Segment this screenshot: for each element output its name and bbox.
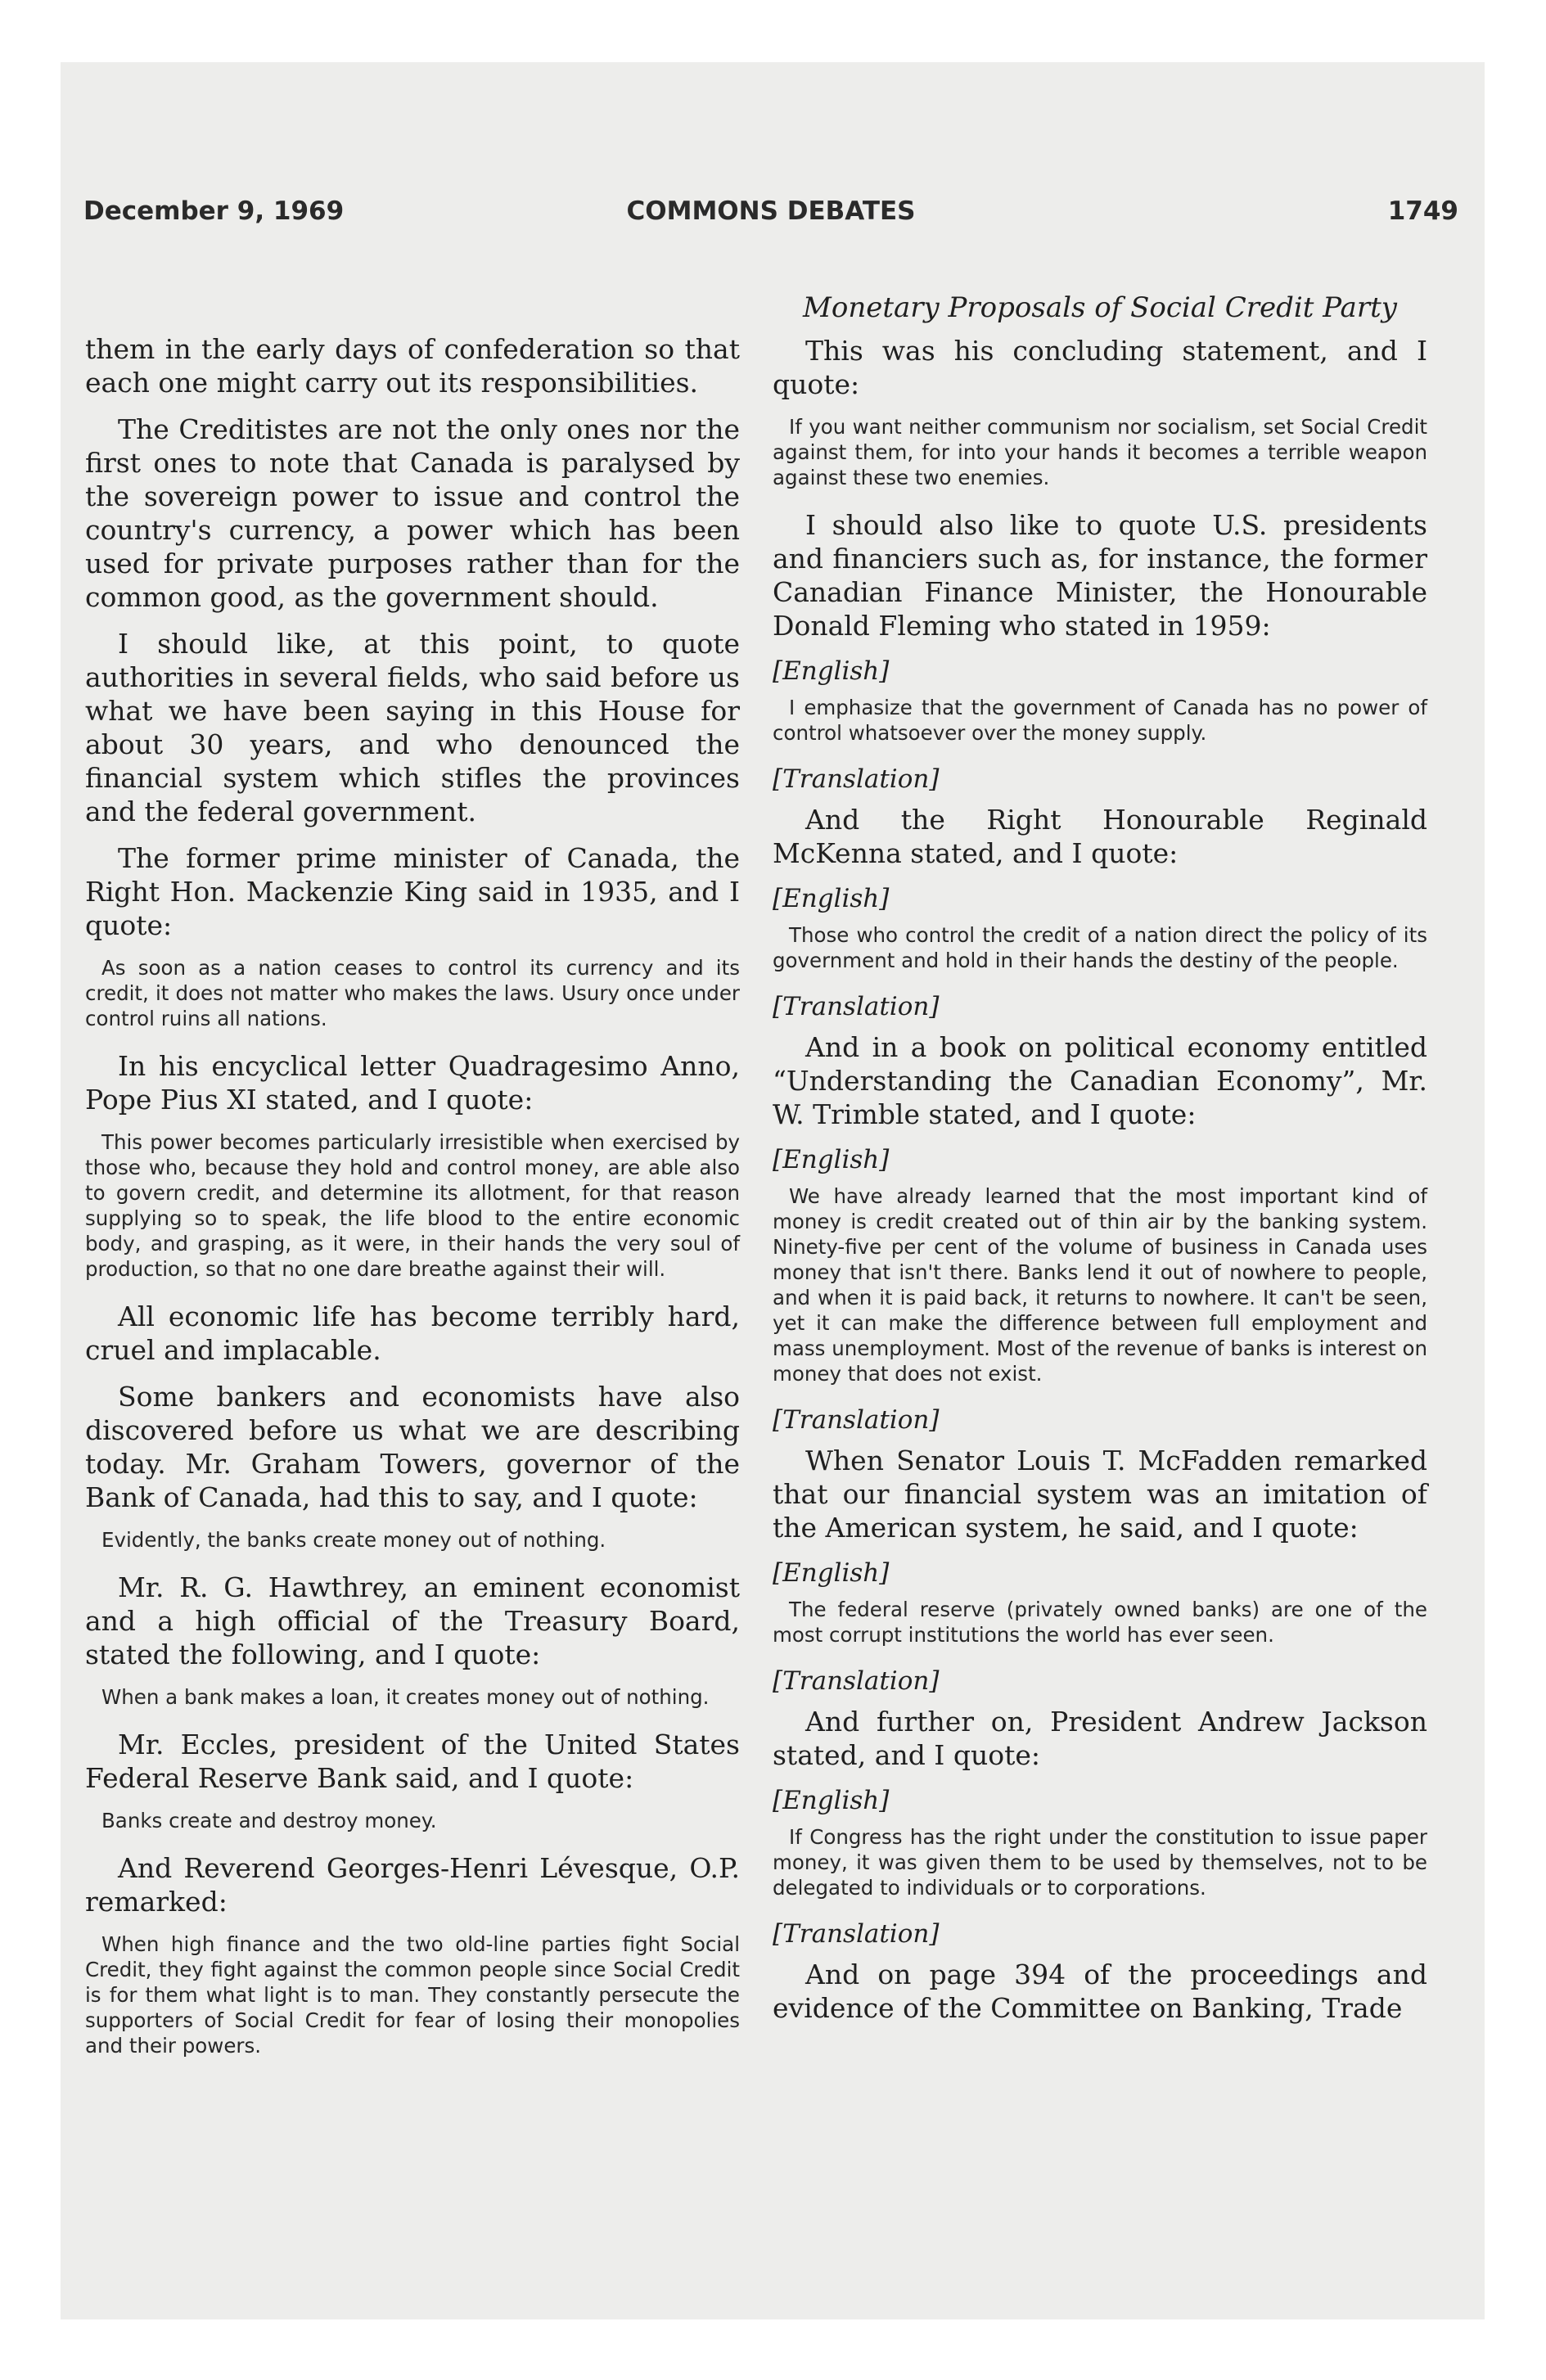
paragraph: The Creditistes are not the only ones nor the first ones to note that Canada is paralysed by the sovereign power to issue and control the country's currency, a power which has been used for private purposes rather than for the common good, as the government should. — [85, 413, 740, 613]
block-quote: When high finance and the two old-line parties fight Social Credit, they fight against the common people since Social Credit is for them what light is to man. They constantly persecute the supporters of Social Credit for fear of losing their monopolies and their powers. — [85, 1932, 740, 2058]
block-quote: I emphasize that the government of Canada has no power of control whatsoever over the money supply. — [773, 696, 1427, 745]
paragraph: Mr. R. G. Hawthrey, an eminent economist and a high official of the Treasury Board, stated the following, and I quote: — [85, 1571, 740, 1670]
paragraph: This was his concluding statement, and I quote: — [773, 335, 1427, 400]
language-tag: [Translation] — [773, 1405, 940, 1435]
paragraph: In his encyclical letter Quadragesimo Anno, Pope Pius XI stated, and I quote: — [85, 1050, 740, 1116]
right-column-body — [773, 334, 1427, 2025]
language-tag: [Translation] — [773, 1666, 940, 1696]
block-quote: As soon as a nation ceases to control its currency and its credit, it does not matter who makes the laws. Usury once under control ruins all nations. — [85, 956, 740, 1030]
block-quote: This power becomes particularly irresistible when exercised by those who, because they hold and control money, are able also to govern credit, and determine its allotment, for that reason supplying so to speak, the life blood to the entire economic body, and grasping, as it were, in their hands the very soul of production, so that no one dare breathe against their will. — [85, 1130, 740, 1281]
header-title: COMMONS DEBATES — [626, 196, 916, 226]
paragraph: them in the early days of confederation so that each one might carry out its responsibilities. — [85, 333, 740, 399]
paragraph: I should like, at this point, to quote authorities in several fields, who said before us what we have been saying in this House for about 30 years, and who denounced the financial system which stifles the provinces and the federal government. — [85, 628, 740, 827]
language-tag: [English] — [773, 1558, 890, 1588]
left-column — [85, 332, 740, 2076]
block-quote: If Congress has the right under the constitution to issue paper money, it was given them to be used by themselves, not to be delegated to individuals or to corporations. — [773, 1825, 1427, 1900]
header-date: December 9, 1969 — [83, 196, 345, 226]
block-quote: When a bank makes a loan, it creates money out of nothing. — [101, 1685, 710, 1709]
header-page-number: 1749 — [1387, 196, 1458, 226]
paragraph: Mr. Eccles, president of the United States Federal Reserve Bank said, and I quote: — [85, 1729, 740, 1794]
block-quote: Those who control the credit of a nation direct the policy of its government and hold in their hands the destiny of the people. — [773, 923, 1427, 972]
language-tag: [Translation] — [773, 1919, 940, 1949]
block-quote: Banks create and destroy money. — [101, 1809, 437, 1832]
paragraph: And in a book on political economy entitled “Understanding the Canadian Economy”, Mr. W. Trimble stated, and I quote: — [773, 1031, 1427, 1130]
paragraph: The former prime minister of Canada, the Right Hon. Mackenzie King said in 1935, and I quote: — [85, 842, 740, 941]
paragraph: Some bankers and economists have also discovered before us what we are describing today. Mr. Graham Towers, governor of the Bank of Canada, had this to say, and I quote: — [85, 1381, 740, 1513]
paragraph: And on page 394 of the proceedings and evidence of the Committee on Banking, Trade — [773, 1959, 1427, 2024]
language-tag: [Translation] — [773, 992, 940, 1021]
paragraph: When Senator Louis T. McFadden remarked that our financial system was an imitation of the American system, he said, and I quote: — [773, 1445, 1427, 1544]
language-tag: [Translation] — [773, 764, 940, 794]
paragraph: And Reverend Georges-Henri Lévesque, O.P. remarked: — [85, 1852, 740, 1918]
page-header — [83, 196, 1458, 237]
right-column — [773, 291, 1427, 2038]
block-quote: If you want neither communism nor socialism, set Social Credit against them, for into your hands it becomes a terrible weapon against these two enemies. — [773, 415, 1427, 489]
language-tag: [English] — [773, 884, 890, 913]
language-tag: [English] — [773, 656, 890, 686]
language-tag: [English] — [773, 1786, 890, 1815]
block-quote: Evidently, the banks create money out of nothing. — [101, 1528, 606, 1552]
paragraph: All economic life has become terribly hard, cruel and implacable. — [85, 1300, 740, 1366]
paragraph: And further on, President Andrew Jackson stated, and I quote: — [773, 1706, 1427, 1771]
language-tag: [English] — [773, 1145, 890, 1174]
scanned-page — [61, 62, 1485, 2319]
block-quote: The federal reserve (privately owned banks) are one of the most corrupt institutions the world has ever seen. — [773, 1598, 1427, 1647]
right-banner: Monetary Proposals of Social Credit Party — [803, 291, 1397, 324]
paragraph: I should also like to quote U.S. presidents and financiers such as, for instance, the former Canadian Finance Minister, the Honourable Donald Fleming who stated in 1959: — [773, 509, 1427, 642]
block-quote: We have already learned that the most important kind of money is credit created out of thin air by the banking system. Ninety-five per cent of the volume of business in Canada uses money that isn't there. Banks lend it out of nowhere to people, and when it is paid back, it returns to nowhere. It can't be seen, yet it can make the difference between full employment and mass unemployment. Most of the revenue of banks is interest on money that does not exist. — [773, 1184, 1427, 1386]
paragraph: And the Right Honourable Reginald McKenna stated, and I quote: — [773, 804, 1427, 869]
